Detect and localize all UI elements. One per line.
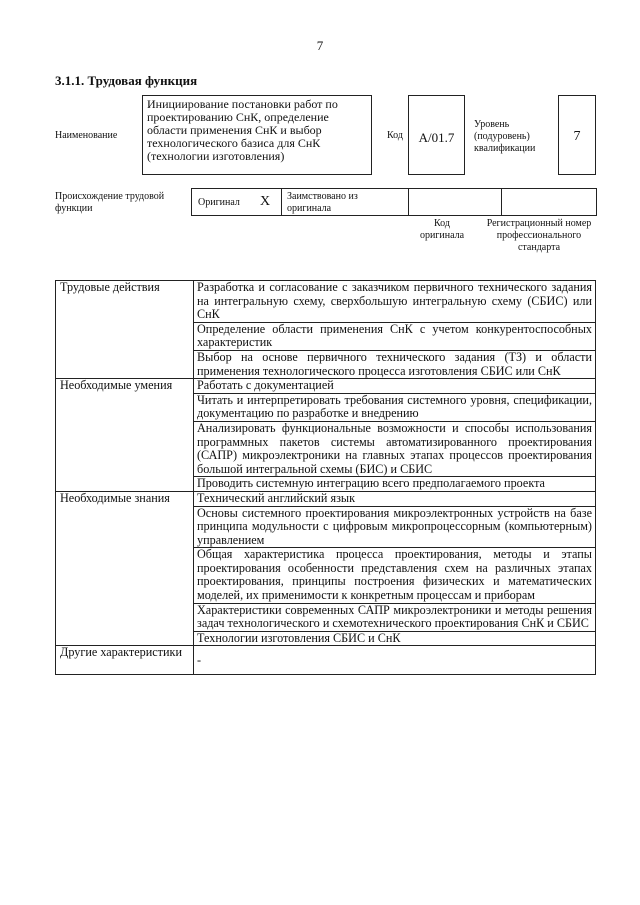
table-row [56,646,596,675]
row-label: Другие характеристики [56,646,194,675]
table-row [56,281,596,323]
row-label: Необходимые знания [56,491,194,646]
table-cell: Проводить системную интеграцию всего предполагаемого проекта [194,477,596,492]
table-cell: Основы системного проектирования микроэлектронных устройств на базе принципа модульности с цифровым микропроцессорным (компьютерным) управлением [194,506,596,548]
table-cell: Технический английский язык [194,491,596,506]
name-label: Наименование [55,130,118,141]
origin-row [191,188,597,216]
page-number: 7 [316,38,324,53]
code-label: Код [387,130,403,141]
table-cell: - [194,646,596,675]
function-details-table [55,280,596,675]
origin-code-cell [410,189,500,215]
function-name-box [142,95,372,175]
table-cell: Выбор на основе первичного технического задания (ТЗ) и области применения технологического процесса изготовления СБИС или СнК [194,350,596,378]
table-row [56,379,596,394]
original-label: Оригинал [198,197,240,208]
code-box [408,95,465,175]
row-label: Необходимые умения [56,379,194,492]
origin-divider-3 [501,189,502,215]
table-cell: Разработка и согласование с заказчиком первичного технического задания на интегральную схему, сверхбольшую интегральную схему (СБИС) или СнК [194,281,596,323]
table-cell: Работать с документацией [194,379,596,394]
level-box [558,95,596,175]
origin-divider-1 [281,189,282,215]
borrowed-label: Заимствовано из оригинала [287,191,358,214]
table-cell: Определение области применения СнК с учетом конкурентоспособных характеристик [194,322,596,350]
table-cell: Анализировать функциональные возможности и способы использования программных пакетов системы автоматизированного проектирования (САПР) микроэлектроники на главных этапах процессов проектирования большой интегральной схемы (БИС) и СБИС [194,421,596,476]
table-cell: Технологии изготовления СБИС и СнК [194,631,596,646]
code-value: А/01.7 [418,130,455,145]
section-heading: 3.1.1. Трудовая функция [55,73,198,88]
level-value: 7 [573,129,581,144]
table-row [56,491,596,506]
original-mark: X [260,194,271,209]
table-cell: Читать и интерпретировать требования системного уровня, спецификации, документацию по разработке и внедрению [194,393,596,421]
level-label: Уровень (подуровень) квалификации [474,119,536,154]
origin-divider-2 [408,189,409,215]
reg-caption: Регистрационный номер профессионального стандарта [486,218,592,253]
code-caption: Код оригинала [419,218,465,241]
table-cell: Общая характеристика процесса проектирования, методы и этапы проектирования особенности представления схем на различных этапах проектирования, принципы построения физических и математических моделей, их применимости к конкретным процессам и приборам [194,548,596,603]
table-cell: Характеристики современных САПР микроэлектроники и методы решения задач технологического и схемотехнического проектирования СнК и СБИС [194,603,596,631]
function-name: Инициирование постановки работ по проектированию СнК, определение области применения СнК и выбор технологического базиса для СнК (технологии изготовления) [147,97,338,163]
row-label: Трудовые действия [56,281,194,379]
origin-label: Происхождение трудовой функции [55,191,165,214]
origin-reg-cell [503,189,596,215]
